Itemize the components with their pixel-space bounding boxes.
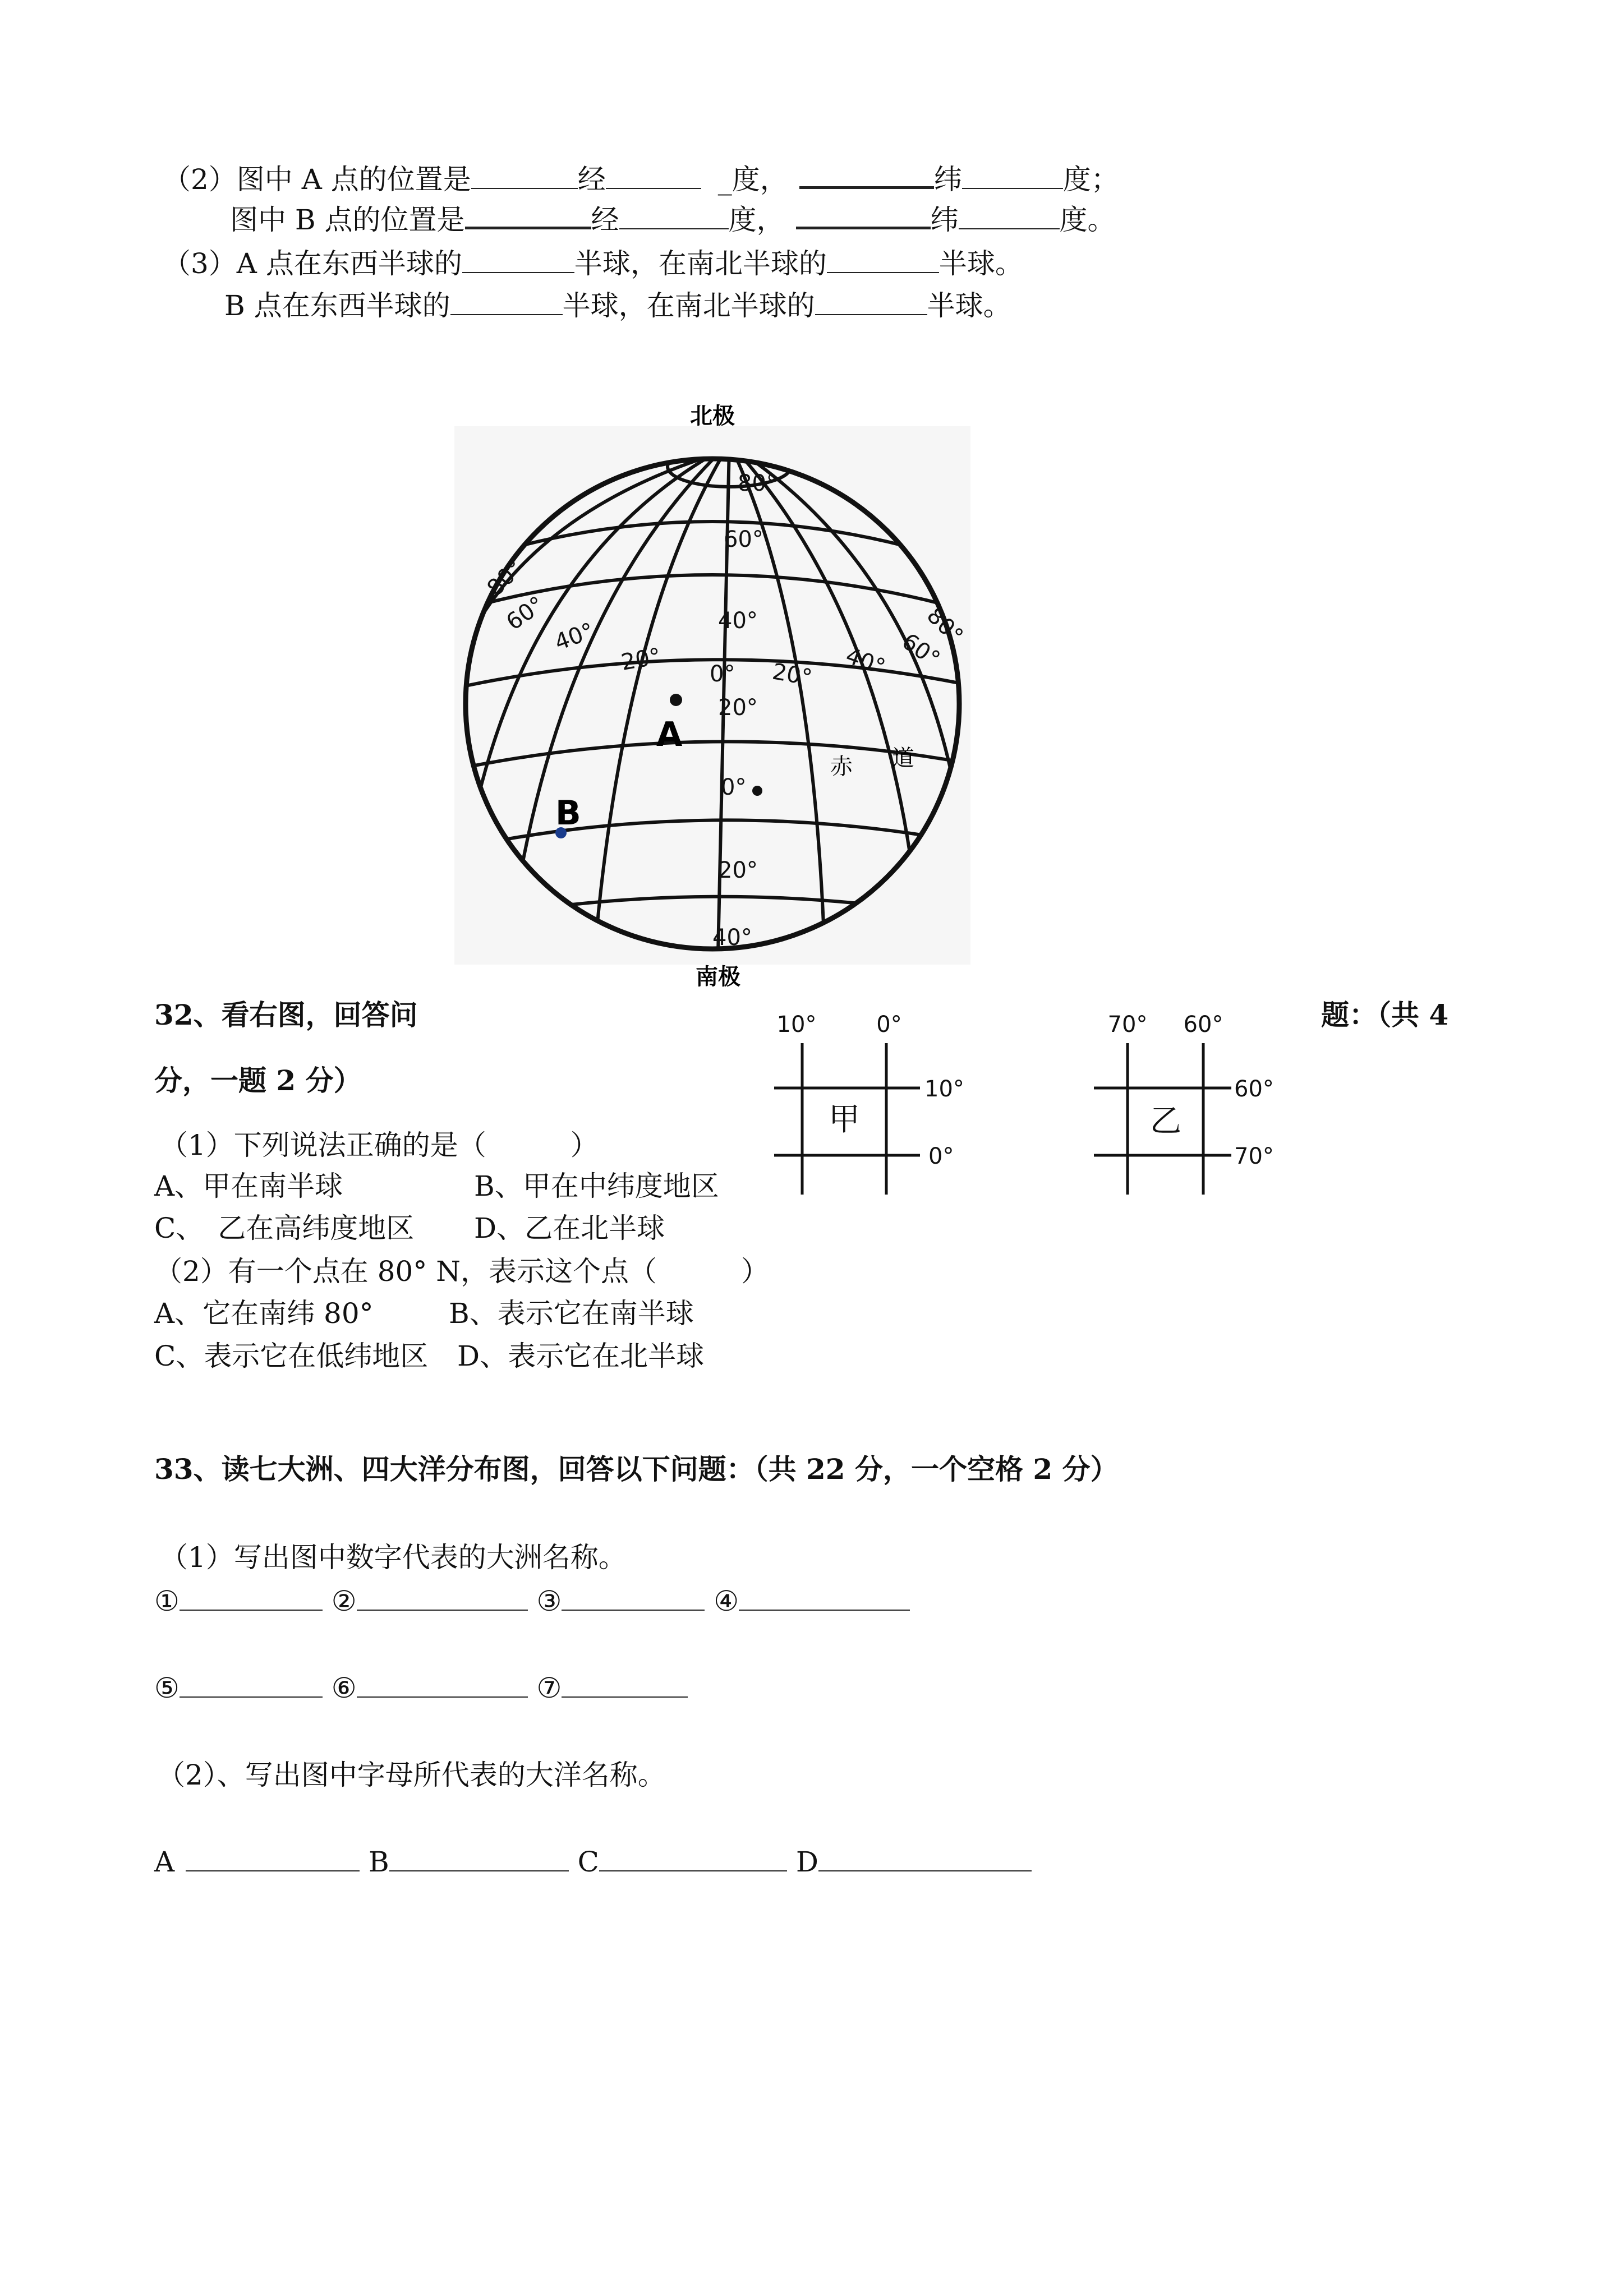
blank-b-lat-deg[interactable] xyxy=(959,204,1060,229)
q31-p2-l2-prefix: 图中 B 点的位置是 xyxy=(230,204,465,236)
continent-4-blank[interactable] xyxy=(739,1585,910,1611)
point-b-label: B xyxy=(555,794,581,833)
q31-part3-line2 xyxy=(224,289,1011,322)
q31-p3-l2-mid: 半球，在南北半球的 xyxy=(562,289,815,322)
ocean-a-blank[interactable] xyxy=(186,1846,360,1871)
q31-p3-l1-mid: 半球，在南北半球的 xyxy=(574,247,827,280)
q32-q1-option-a[interactable]: A、甲在南半球 xyxy=(154,1170,343,1202)
q31-p2-l2-jing: 经 xyxy=(591,204,619,236)
ocean-b-blank[interactable] xyxy=(389,1846,569,1871)
grid-yi-cell: 乙 xyxy=(1150,1103,1181,1140)
q31-p3-l1-prefix: （3）A 点在东西半球的 xyxy=(163,247,462,280)
ocean-b-marker: B xyxy=(369,1846,389,1878)
continent-6-marker: ⑥ xyxy=(331,1672,357,1704)
q31-p2-l1-jing: 经 xyxy=(577,163,606,196)
blank-a-ew[interactable] xyxy=(462,247,574,273)
continent-1-marker: ① xyxy=(154,1585,180,1617)
lon-label-w80: 80° xyxy=(482,555,529,602)
equator-label-1: 赤 xyxy=(830,754,853,780)
globe-figure xyxy=(454,398,976,987)
lon-label-e40: 40° xyxy=(842,643,889,681)
continent-5-marker: ⑤ xyxy=(154,1672,180,1704)
q33-p2: （2）、写出图中字母所代表的大洋名称。 xyxy=(157,1759,666,1791)
lon-label-e20: 20° xyxy=(770,658,815,691)
grid-yi-top-right: 60° xyxy=(1183,1012,1223,1038)
q33-row1 xyxy=(154,1584,910,1618)
q31-p2-l2-wei: 纬 xyxy=(930,204,959,236)
blank-a-ns[interactable] xyxy=(827,247,939,273)
continent-2-marker: ② xyxy=(331,1585,357,1617)
continent-7-marker: ⑦ xyxy=(536,1672,562,1704)
q32-q2-option-a[interactable]: A、它在南纬 80° xyxy=(154,1297,374,1330)
lat-label-20n: 20° xyxy=(718,695,758,721)
blank-b-ns[interactable] xyxy=(815,289,927,315)
q31-p2-l1-du1: _度， xyxy=(717,163,788,196)
lon-label-w60: 60° xyxy=(502,591,549,636)
lat-label-80: 80° xyxy=(738,471,778,496)
q33-row2 xyxy=(154,1671,688,1705)
continent-4-marker: ④ xyxy=(714,1585,739,1617)
q32-q2-option-c[interactable]: C、表示它在低纬地区 xyxy=(154,1340,429,1372)
south-pole-label: 南极 xyxy=(696,964,740,987)
q32-q2-option-d[interactable]: D、表示它在北半球 xyxy=(457,1340,705,1372)
grid-yi xyxy=(1094,1004,1318,1206)
grid-jia-top-right: 0° xyxy=(876,1012,902,1038)
equator-label-2: 道 xyxy=(892,745,914,771)
q32-q1-option-c[interactable]: C、 乙在高纬度地区 xyxy=(154,1212,415,1244)
q31-p2-l2-du2: 度。 xyxy=(1059,204,1116,236)
q31-p2-l2-du1: 度， xyxy=(728,204,785,236)
continent-7-blank[interactable] xyxy=(562,1672,688,1698)
q31-p2-l1-prefix: （2）图中 A 点的位置是 xyxy=(163,163,471,196)
blank-a-lat[interactable] xyxy=(799,162,934,189)
q31-part2-line2 xyxy=(230,202,1116,237)
north-pole-label: 北极 xyxy=(690,403,735,429)
continent-2-blank[interactable] xyxy=(357,1585,528,1611)
q33-row3 xyxy=(154,1845,1032,1879)
ocean-d-blank[interactable] xyxy=(818,1846,1032,1871)
lon-label-w40: 40° xyxy=(551,617,598,656)
blank-b-lat[interactable] xyxy=(796,202,931,229)
q32-title-right: 题：（共 4 xyxy=(1321,998,1449,1031)
lat-label-0: 0° xyxy=(721,774,747,800)
lon-label-0: 0° xyxy=(710,661,735,687)
blank-a-lon[interactable] xyxy=(471,163,578,189)
lat-label-60: 60° xyxy=(724,527,763,552)
q32-q2-option-b[interactable]: B、表示它在南半球 xyxy=(449,1297,694,1330)
q33-title: 33、读七大洲、四大洋分布图，回答以下问题：（共 22 分，一个空格 2 分） xyxy=(154,1453,1119,1486)
continent-1-blank[interactable] xyxy=(180,1585,323,1611)
q31-p3-l2-suffix: 半球。 xyxy=(927,289,1011,322)
q31-part3-line1 xyxy=(163,247,1023,280)
grid-jia-right-bottom: 0° xyxy=(928,1144,954,1169)
point-a-marker xyxy=(670,694,682,706)
continent-3-marker: ③ xyxy=(536,1585,562,1617)
q31-p2-l1-du2: 度； xyxy=(1062,163,1119,196)
figure-background xyxy=(454,426,970,965)
ocean-a-marker: A xyxy=(154,1846,175,1878)
lat-label-40s: 40° xyxy=(712,925,752,951)
grid-jia-top-left: 10° xyxy=(776,1012,817,1038)
continent-5-blank[interactable] xyxy=(180,1672,323,1698)
ocean-c-blank[interactable] xyxy=(599,1846,787,1871)
point-a-label: A xyxy=(656,715,683,754)
q31-p3-l2-prefix: B 点在东西半球的 xyxy=(224,289,450,322)
lon-label-w20: 20° xyxy=(619,643,663,676)
q32-title-left: 32、看右图，回答问 xyxy=(154,998,418,1031)
grid-yi-top-left: 70° xyxy=(1107,1012,1148,1038)
grid-yi-right-top: 60° xyxy=(1234,1076,1274,1102)
lat-label-40: 40° xyxy=(718,608,758,634)
q32-q1: （1）下列说法正确的是（ ） xyxy=(160,1129,599,1161)
grid-jia xyxy=(774,1004,999,1206)
grid-yi-labels xyxy=(1108,1012,1274,1169)
q31-p3-l1-suffix: 半球。 xyxy=(938,247,1023,280)
grid-jia-cell: 甲 xyxy=(829,1101,860,1138)
lat-label-20s: 20° xyxy=(718,857,758,883)
equator-dot xyxy=(752,786,762,796)
blank-b-lon-deg[interactable] xyxy=(619,204,729,229)
blank-a-lon-deg[interactable] xyxy=(606,163,701,189)
q32-q2: （2）有一个点在 80° N，表示这个点（ ） xyxy=(154,1255,769,1288)
blank-b-ew[interactable] xyxy=(450,289,563,315)
blank-b-lon[interactable] xyxy=(465,202,591,229)
lon-label-e60: 60° xyxy=(897,628,945,672)
blank-a-lat-deg[interactable] xyxy=(962,163,1063,189)
continent-3-blank[interactable] xyxy=(562,1585,705,1611)
grid-jia-right-top: 10° xyxy=(924,1076,964,1102)
ocean-c-marker: C xyxy=(577,1846,599,1878)
ocean-d-marker: D xyxy=(795,1846,818,1878)
q32-title-line2: 分，一题 2 分） xyxy=(154,1064,362,1097)
q31-p2-l1-wei: 纬 xyxy=(933,163,962,196)
q32-q1-option-b[interactable]: B、甲在中纬度地区 xyxy=(474,1170,719,1202)
q31-part2-line1 xyxy=(163,162,1119,196)
q32-q1-option-d[interactable]: D、乙在北半球 xyxy=(474,1212,665,1244)
lon-label-e80: 80° xyxy=(921,602,968,649)
continent-6-blank[interactable] xyxy=(357,1672,528,1698)
q33-p1: （1）写出图中数字代表的大洲名称。 xyxy=(160,1541,627,1574)
grid-yi-right-bottom: 70° xyxy=(1234,1144,1274,1169)
grid-jia-labels xyxy=(777,1012,964,1169)
